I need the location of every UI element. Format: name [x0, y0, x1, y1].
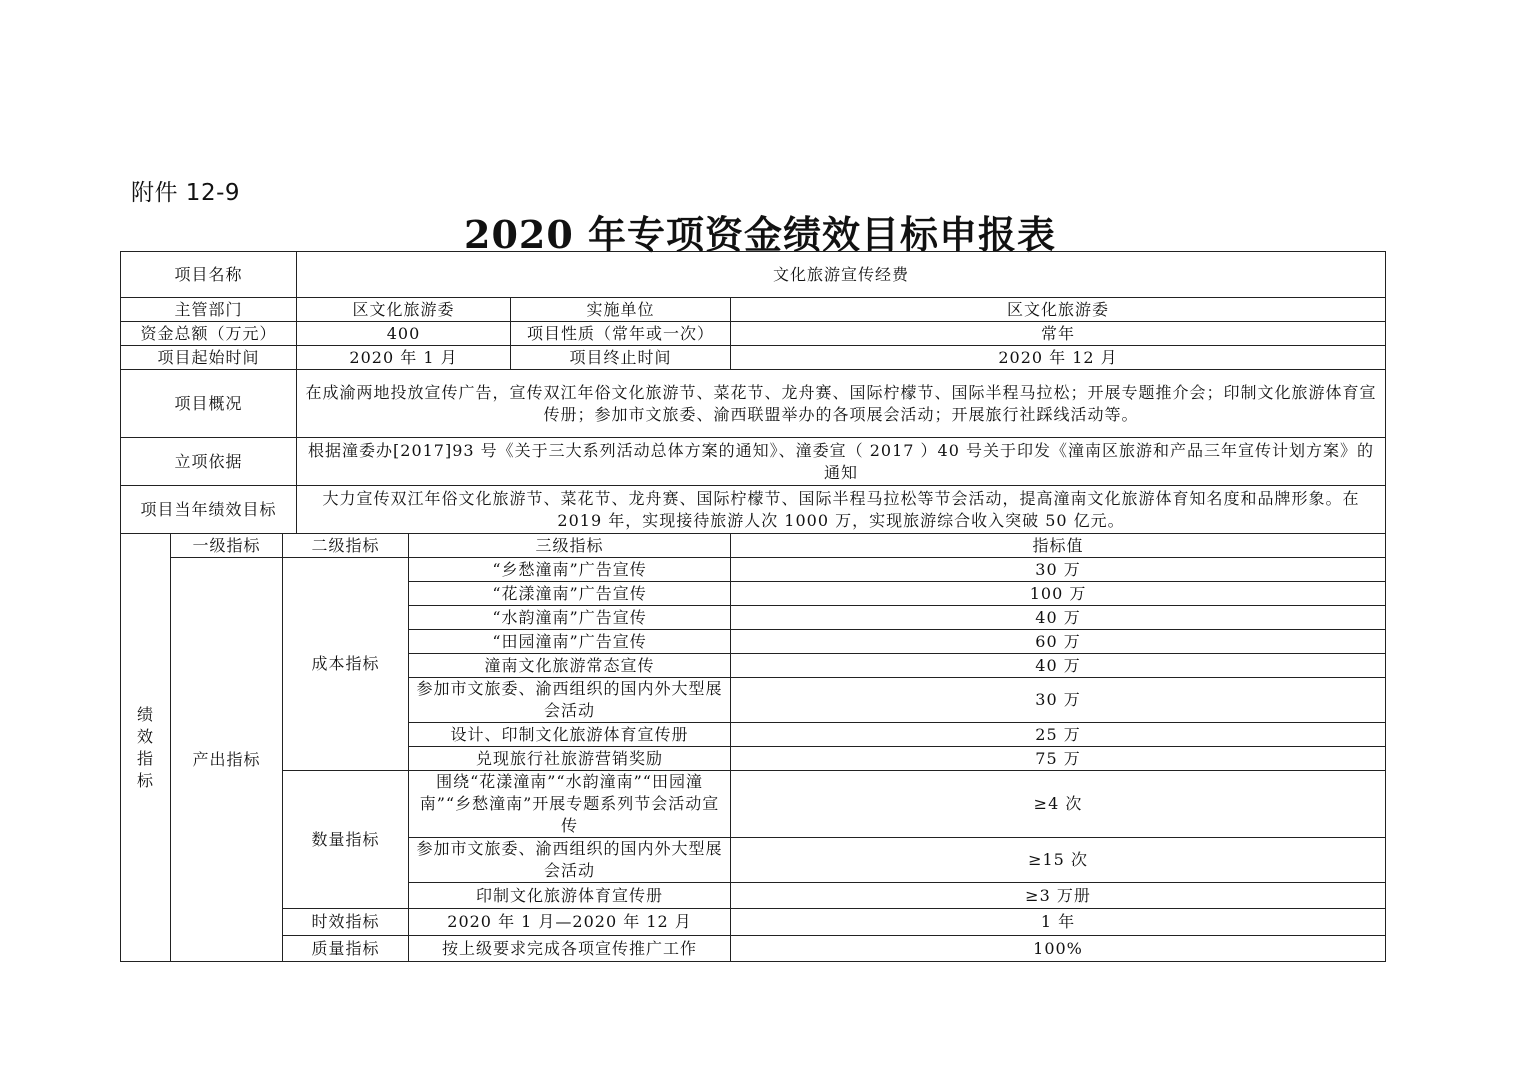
performance-indicators-label: 绩 效 指 标 — [121, 534, 171, 962]
overview-label: 项目概况 — [121, 370, 297, 438]
funds-value: 400 — [297, 322, 511, 346]
table-row-item: 围绕“花漾潼南”“水韵潼南”“田园潼南”“乡愁潼南”开展专题系列节会活动宣传 — [409, 771, 731, 838]
header-value: 指标值 — [731, 534, 1386, 558]
start-label: 项目起始时间 — [121, 346, 297, 370]
attachment-label: 附件 12-9 — [131, 180, 241, 206]
table-row-value: ≥3 万册 — [731, 883, 1386, 909]
table-row-item: 印制文化旅游体育宣传册 — [409, 883, 731, 909]
project-name-value: 文化旅游宣传经费 — [297, 252, 1386, 298]
dept-value: 区文化旅游委 — [297, 298, 511, 322]
basis-value: 根据潼委办[2017]93 号《关于三大系列活动总体方案的通知》、潼委宣（ 2017 ）40 号关于印发《潼南区旅游和产品三年宣传计划方案》的通知 — [297, 438, 1386, 486]
header-level1: 一级指标 — [171, 534, 283, 558]
goal-label: 项目当年绩效目标 — [121, 486, 297, 534]
table-row-value: 40 万 — [731, 606, 1386, 630]
table-row-item: 兑现旅行社旅游营销奖励 — [409, 747, 731, 771]
nature-value: 常年 — [731, 322, 1386, 346]
header-level2: 二级指标 — [283, 534, 409, 558]
table-row-value: 1 年 — [731, 909, 1386, 936]
end-label: 项目终止时间 — [511, 346, 731, 370]
table-row-item: 按上级要求完成各项宣传推广工作 — [409, 936, 731, 962]
table-row-value: ≥4 次 — [731, 771, 1386, 838]
table-row-value: 75 万 — [731, 747, 1386, 771]
time-indicator-label: 时效指标 — [283, 909, 409, 936]
table-row-value: ≥15 次 — [731, 838, 1386, 883]
table-row-value: 40 万 — [731, 654, 1386, 678]
table-row-item: 2020 年 1 月—2020 年 12 月 — [409, 909, 731, 936]
table-row-value: 30 万 — [731, 558, 1386, 582]
table-row-value: 100 万 — [731, 582, 1386, 606]
cost-indicator-label: 成本指标 — [283, 558, 409, 771]
nature-label: 项目性质（常年或一次） — [511, 322, 731, 346]
table-row-value: 100% — [731, 936, 1386, 962]
funds-label: 资金总额（万元） — [121, 322, 297, 346]
table-row-value: 25 万 — [731, 723, 1386, 747]
table-row-item: “田园潼南”广告宣传 — [409, 630, 731, 654]
end-value: 2020 年 12 月 — [731, 346, 1386, 370]
page-title: 2020 年专项资金绩效目标申报表 — [464, 212, 1056, 257]
quantity-indicator-label: 数量指标 — [283, 771, 409, 909]
project-name-label: 项目名称 — [121, 252, 297, 298]
dept-label: 主管部门 — [121, 298, 297, 322]
basis-label: 立项依据 — [121, 438, 297, 486]
quality-indicator-label: 质量指标 — [283, 936, 409, 962]
performance-table — [120, 251, 1386, 962]
table-row-value: 30 万 — [731, 678, 1386, 723]
table-row-value: 60 万 — [731, 630, 1386, 654]
table-row-item: 设计、印制文化旅游体育宣传册 — [409, 723, 731, 747]
impl-label: 实施单位 — [511, 298, 731, 322]
table-row-item: “水韵潼南”广告宣传 — [409, 606, 731, 630]
overview-value: 在成渝两地投放宣传广告，宣传双江年俗文化旅游节、菜花节、龙舟赛、国际柠檬节、国际半程马拉松；开展专题推介会；印制文化旅游体育宣传册；参加市文旅委、渝西联盟举办的各项展会活动；开展旅行社踩线活动等。 — [297, 370, 1386, 438]
start-value: 2020 年 1 月 — [297, 346, 511, 370]
level1-output: 产出指标 — [171, 558, 283, 962]
impl-value: 区文化旅游委 — [731, 298, 1386, 322]
table-row-item: “乡愁潼南”广告宣传 — [409, 558, 731, 582]
header-level3: 三级指标 — [409, 534, 731, 558]
table-row-item: 参加市文旅委、渝西组织的国内外大型展会活动 — [409, 838, 731, 883]
table-row-item: 参加市文旅委、渝西组织的国内外大型展会活动 — [409, 678, 731, 723]
goal-value: 大力宣传双江年俗文化旅游节、菜花节、龙舟赛、国际柠檬节、国际半程马拉松等节会活动，提高潼南文化旅游体育知名度和品牌形象。在 2019 年，实现接待旅游人次 1000 万，实现旅游综合收入突破 50 亿元。 — [297, 486, 1386, 534]
table-row-item: “花漾潼南”广告宣传 — [409, 582, 731, 606]
table-row-item: 潼南文化旅游常态宣传 — [409, 654, 731, 678]
